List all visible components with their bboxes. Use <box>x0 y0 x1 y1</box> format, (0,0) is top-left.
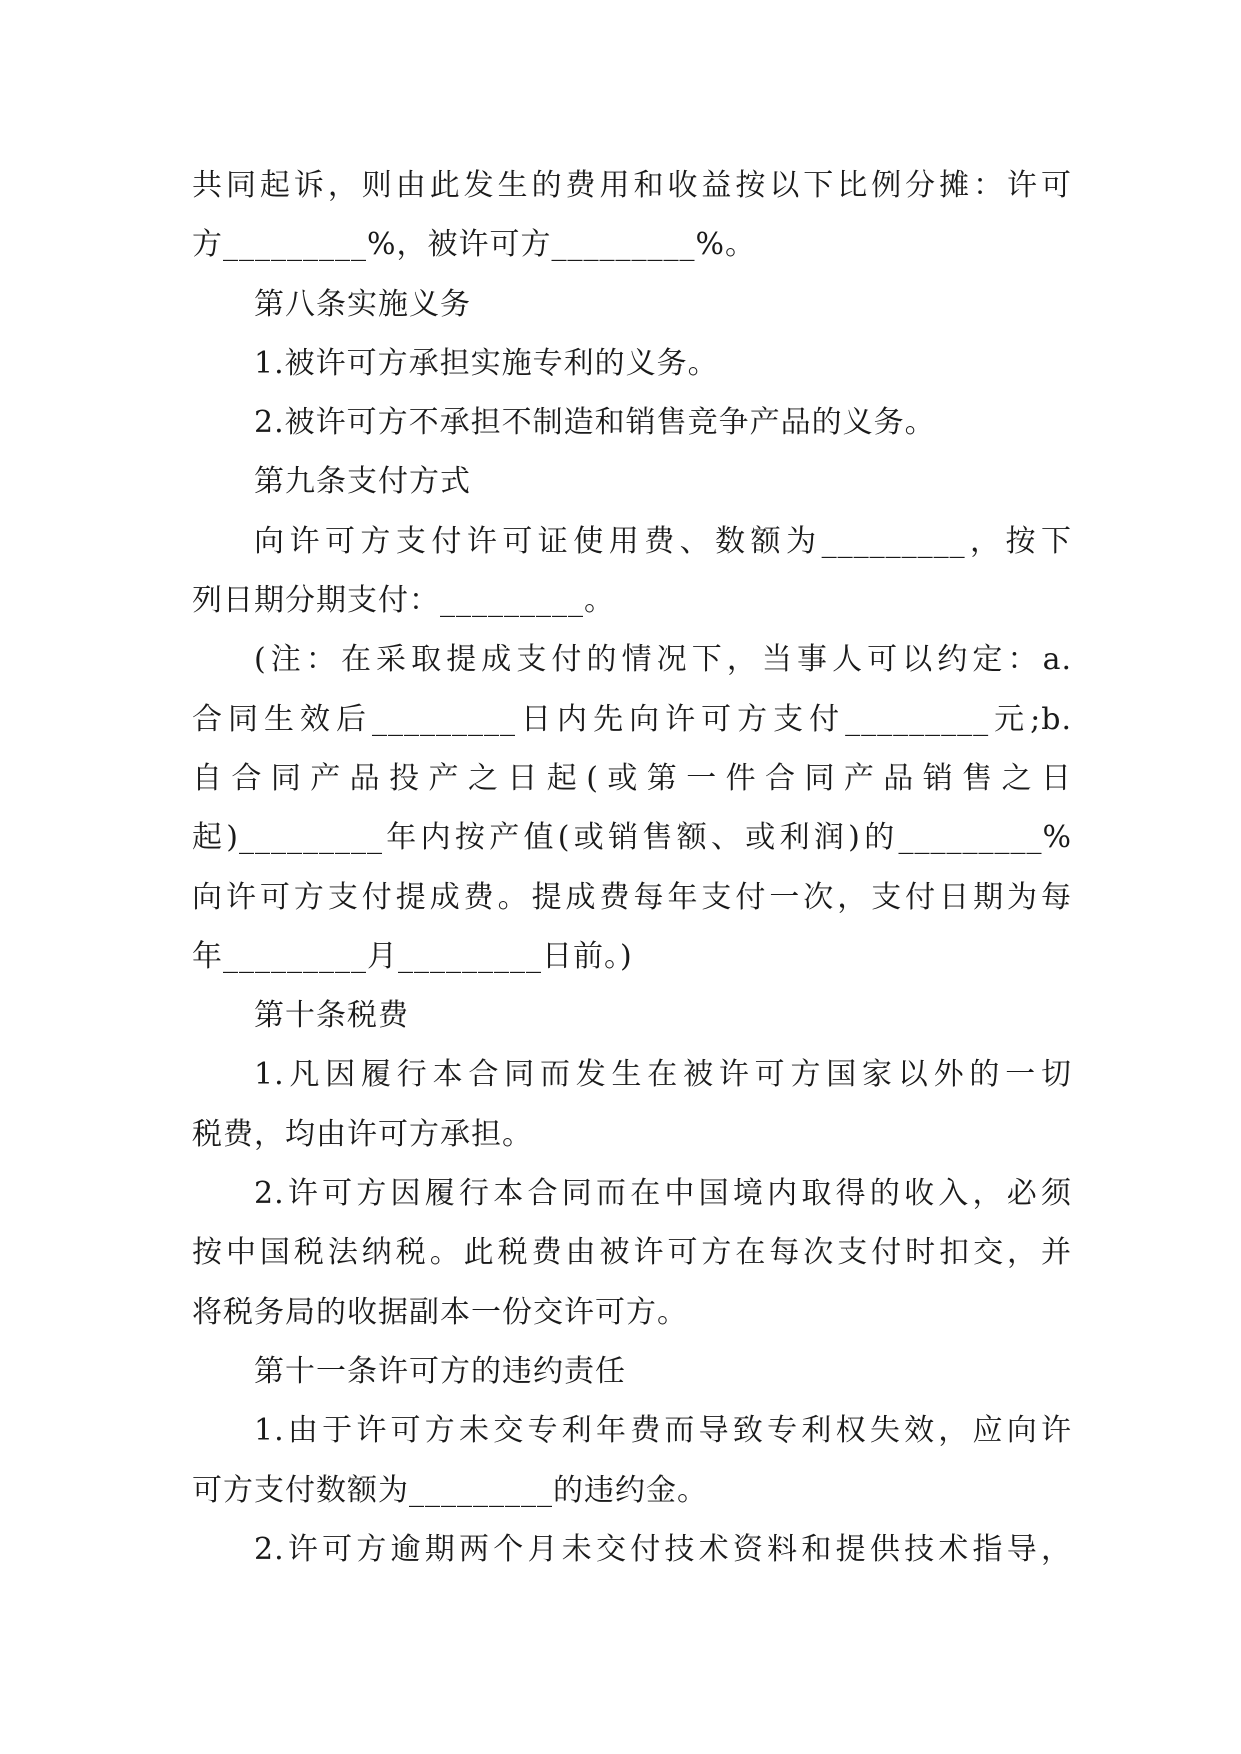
text-line: 2.被许可方不承担不制造和销售竞争产品的义务。 <box>254 405 936 441</box>
section-heading: 第十条税费 <box>254 998 409 1034</box>
text-line: 按中国税法纳税。此税费由被许可方在每次支付时扣交，并 <box>192 1235 1072 1271</box>
text-line: 2.许可方因履行本合同而在中国境内取得的收入，必须 <box>254 1176 1072 1212</box>
text-line: 年_________月_________日前。) <box>192 938 633 974</box>
text-line: 2.许可方逾期两个月未交付技术资料和提供技术指导， <box>254 1531 1072 1567</box>
section-heading: 第九条支付方式 <box>254 464 471 500</box>
text-line: (注：在采取提成支付的情况下，当事人可以约定：a. <box>254 642 1072 678</box>
text-line: 税费，均由许可方承担。 <box>192 1116 533 1152</box>
text-line: 合同生效后_________日内先向许可方支付_________元;b. <box>192 701 1072 737</box>
text-line: 向许可方支付提成费。提成费每年支付一次，支付日期为每 <box>192 879 1072 915</box>
text-line: 1.由于许可方未交专利年费而导致专利权失效，应向许 <box>254 1413 1072 1449</box>
text-line: 起)_________年内按产值(或销售额、或利润)的_________% <box>192 820 1072 856</box>
text-line: 1.凡因履行本合同而发生在被许可方国家以外的一切 <box>254 1057 1072 1093</box>
text-line: 将税务局的收据副本一份交许可方。 <box>192 1294 688 1330</box>
text-line: 自合同产品投产之日起(或第一件合同产品销售之日 <box>192 760 1072 796</box>
text-line: 可方支付数额为_________的违约金。 <box>192 1472 708 1508</box>
section-heading: 第八条实施义务 <box>254 286 471 322</box>
text-line: 1.被许可方承担实施专利的义务。 <box>254 345 719 381</box>
text-line: 方_________%，被许可方_________%。 <box>192 227 757 263</box>
section-heading: 第十一条许可方的违约责任 <box>254 1353 626 1389</box>
document-page <box>192 156 1072 1579</box>
text-line: 共同起诉，则由此发生的费用和收益按以下比例分摊：许可 <box>192 168 1072 203</box>
text-line: 列日期分期支付：_________。 <box>192 583 615 619</box>
text-line: 向许可方支付许可证使用费、数额为_________，按下 <box>254 523 1072 559</box>
